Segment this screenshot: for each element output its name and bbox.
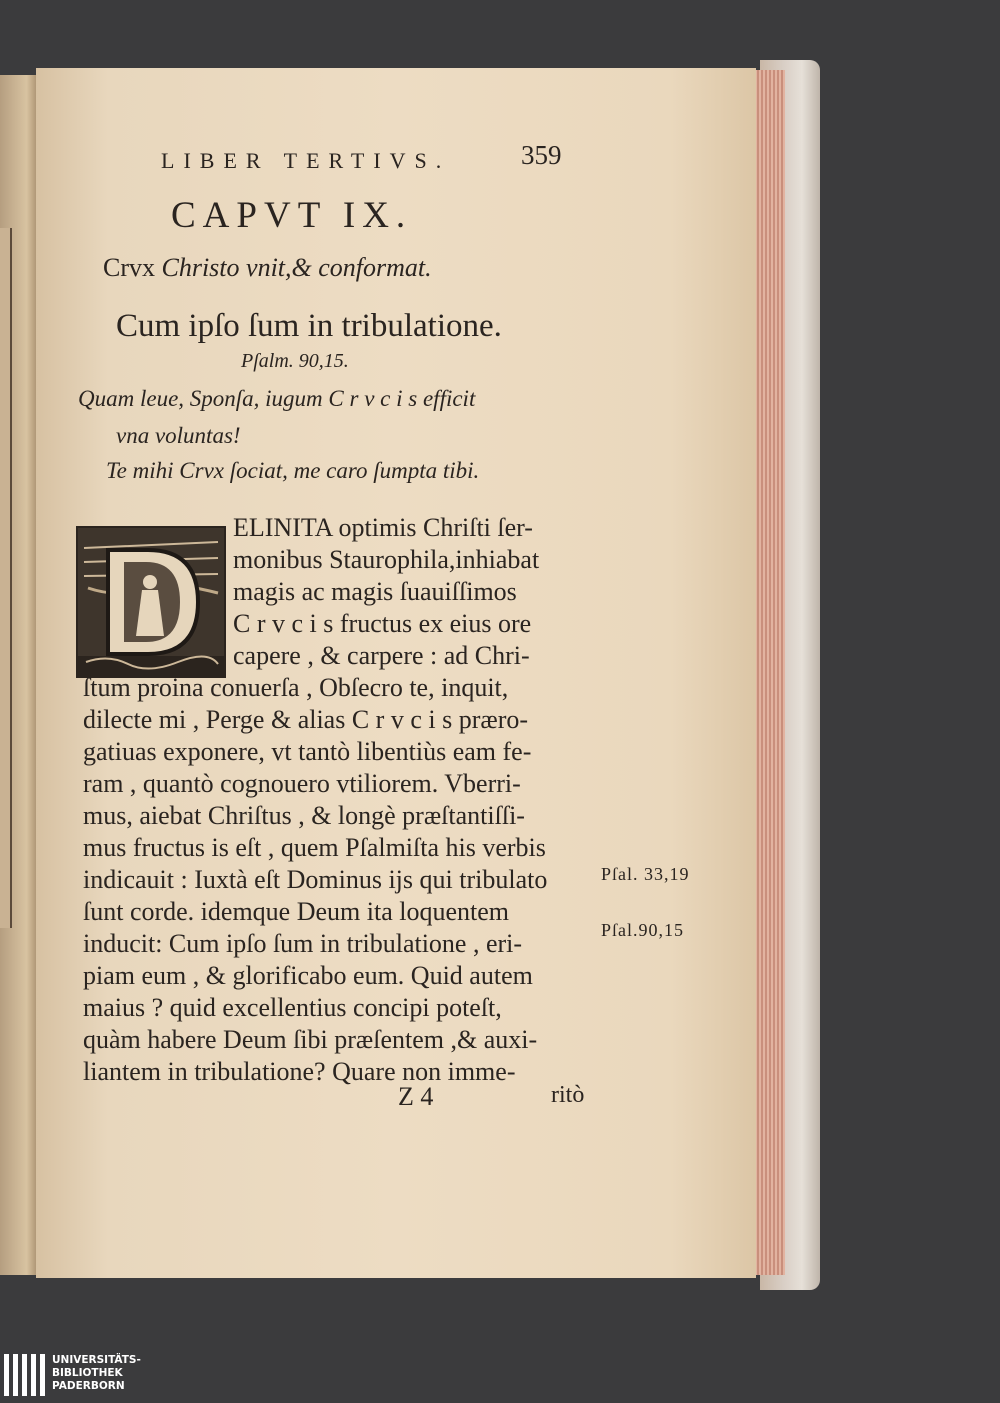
running-head: LIBER TERTIVS. xyxy=(161,148,451,173)
subtitle-caps: Crvx xyxy=(103,253,155,282)
margin-note: Pſal. 33,19 xyxy=(601,864,690,884)
body-line: liantem in tribulatione? Quare non imme- xyxy=(83,1057,516,1086)
verse-line: vna voluntas! xyxy=(116,423,241,448)
motto-reference: Pſalm. 90,15. xyxy=(241,350,349,372)
body-line: capere , & carpere : ad Chri- xyxy=(233,641,530,670)
body-line: mus fructus is eſt , quem Pſalmiſta his verbis xyxy=(83,833,546,862)
body-line: ELINITA optimis Chriſti ſer- xyxy=(233,513,533,542)
decorated-initial-d xyxy=(76,526,226,678)
body-line: ſtum proina conuerſa , Obſecro te, inquit, xyxy=(83,673,509,702)
body-line: inducit: Cum ipſo ſum in tribulatione , eri- xyxy=(83,929,523,958)
catchword: ritò xyxy=(551,1082,585,1108)
book-page xyxy=(36,68,756,1278)
chapter-heading: CAPVT IX. xyxy=(171,195,413,236)
body-line: dilecte mi , Perge & alias C r v c i s præro- xyxy=(83,705,529,734)
body-line: gatiuas exponere, vt tantò libentiùs eam fe- xyxy=(83,737,532,766)
body-line: C r v c i s fructus ex eius ore xyxy=(233,609,532,638)
library-name-line: UNIVERSITÄTS- xyxy=(52,1354,141,1366)
body-line: monibus Staurophila,inhiabat xyxy=(233,545,540,574)
motto: Cum ipſo ſum in tribulatione. xyxy=(116,308,502,344)
body-line: ram , quantò cognouero vtiliorem. Vberri- xyxy=(83,769,521,798)
woodcut-initial-image xyxy=(78,528,224,676)
margin-note: Pſal.90,15 xyxy=(601,920,685,940)
signature-mark: Z 4 xyxy=(398,1082,434,1111)
body-line: magis ac magis ſuauiſſimos xyxy=(233,577,517,606)
body-line: maius ? quid excellentius concipi poteſt, xyxy=(83,993,502,1022)
body-line: quàm habere Deum ſibi præſentem ,& auxi- xyxy=(83,1025,538,1054)
left-page-plate xyxy=(0,228,12,928)
verse-line: Quam leue, Sponſa, iugum C r v c i s efficit xyxy=(78,386,476,411)
folio-number: 359 xyxy=(521,140,562,170)
library-name-line: PADERBORN xyxy=(52,1380,125,1392)
body-line: piam eum , & glorificabo eum. Quid autem xyxy=(83,961,533,990)
verse-line: Te mihi Crvx ſociat, me caro ſumpta tibi. xyxy=(106,458,480,483)
library-logo-bars-icon xyxy=(4,1352,48,1398)
library-logo xyxy=(4,1352,204,1398)
subtitle-italic: Christo vnit,& conformat. xyxy=(161,253,432,282)
library-name-line: BIBLIOTHEK xyxy=(52,1367,123,1379)
body-line: indicauit : Iuxtà eſt Dominus ijs qui tribulato xyxy=(83,865,548,894)
chapter-subtitle xyxy=(103,253,432,283)
library-logo-text xyxy=(52,1354,141,1393)
body-line: mus, aiebat Chriſtus , & longè præſtantiſſi- xyxy=(83,801,525,830)
body-line: ſunt corde. idemque Deum ita loquentem xyxy=(83,897,509,926)
